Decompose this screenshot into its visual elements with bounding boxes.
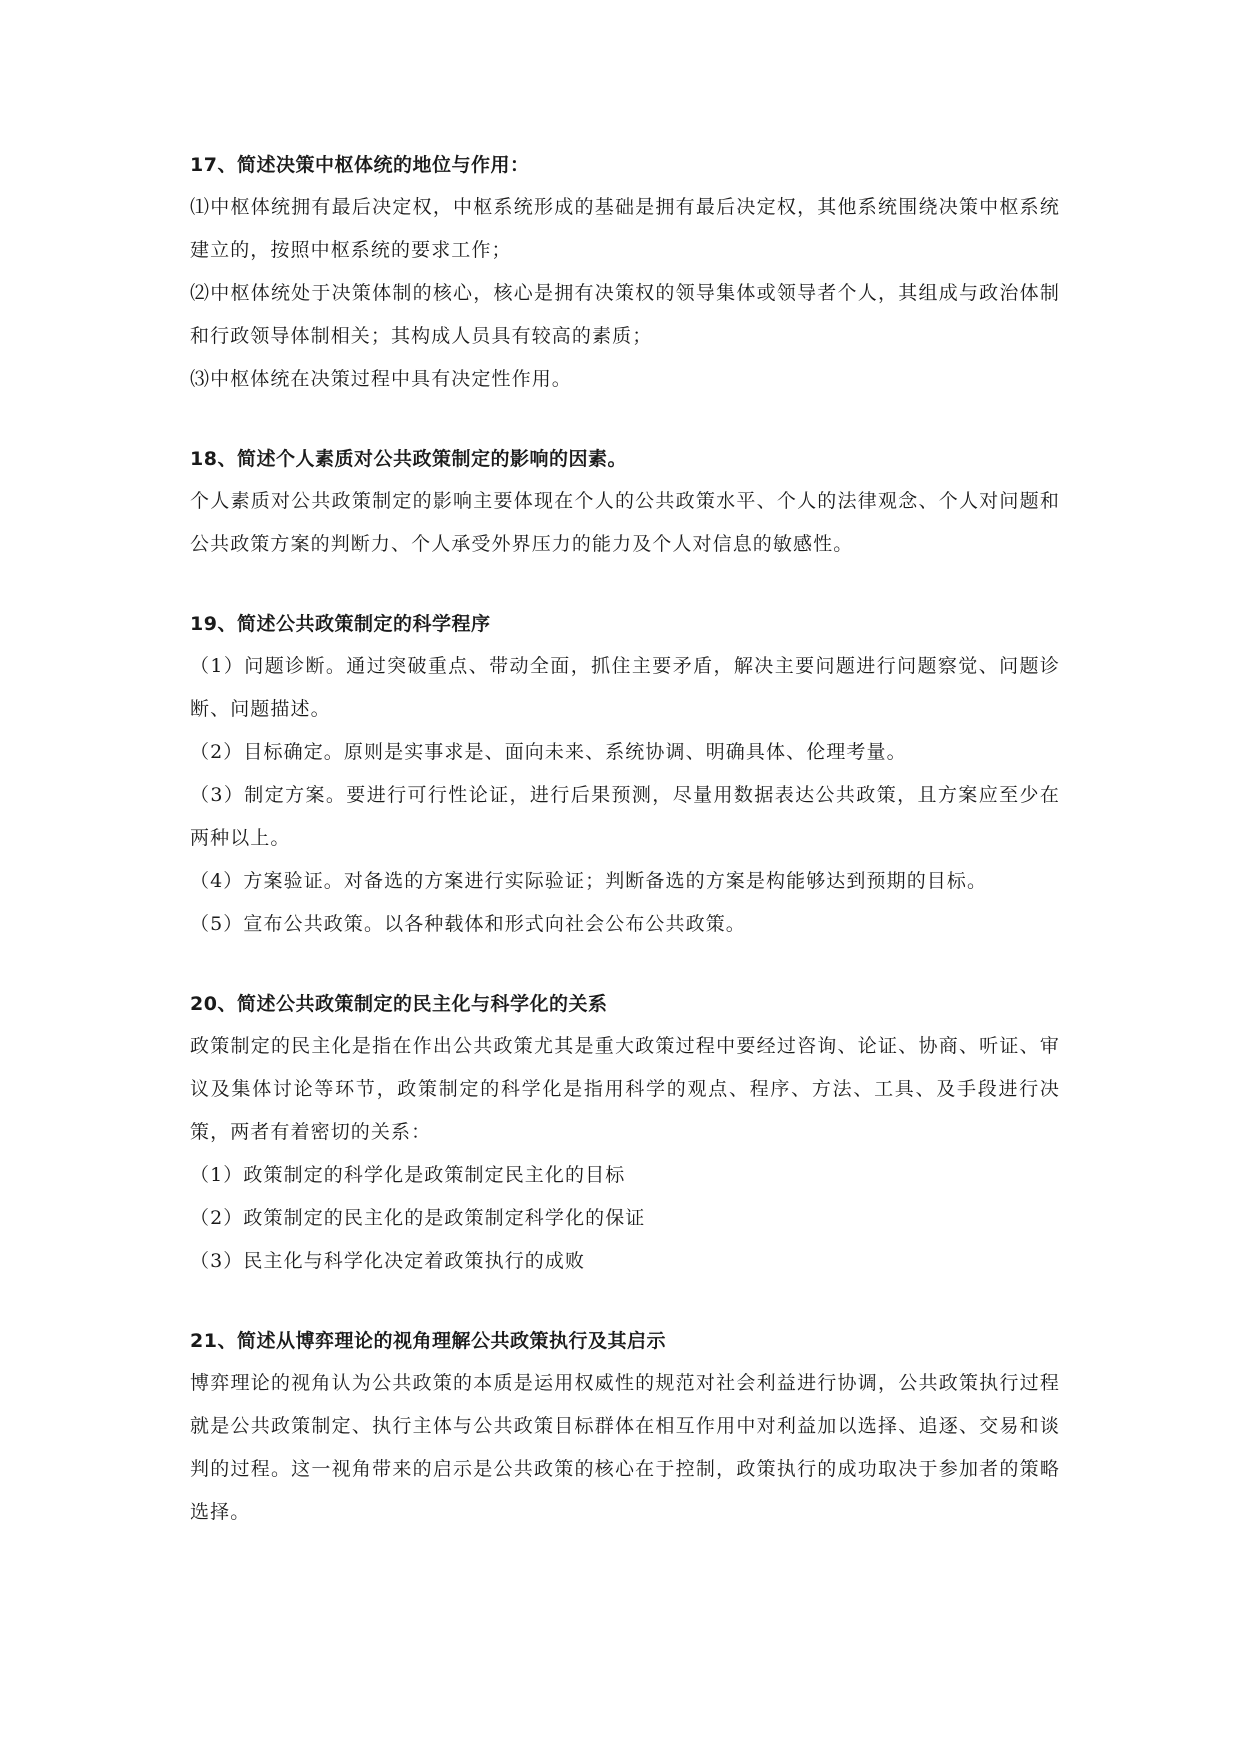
section-heading: 21、简述从博弈理论的视角理解公共政策执行及其启示 — [190, 1330, 666, 1352]
paragraph: ⑵中枢体统处于决策体制的核心，核心是拥有决策权的领导集体或领导者个人，其组成与政治体制和行政领导体制相关；其构成人员具有较高的素质； — [190, 282, 1060, 347]
section-21 — [190, 1326, 1060, 1534]
list-item: （1）问题诊断。通过突破重点、带动全面，抓住主要矛盾，解决主要问题进行问题察觉、问题诊断、问题描述。 — [190, 655, 1060, 720]
paragraph: 政策制定的民主化是指在作出公共政策尤其是重大政策过程中要经过咨询、论证、协商、听证、审议及集体讨论等环节，政策制定的科学化是指用科学的观点、程序、方法、工具、及手段进行决策，两者有着密切的关系： — [190, 1035, 1060, 1143]
paragraph: ⑶中枢体统在决策过程中具有决定性作用。 — [190, 368, 572, 390]
document-page — [190, 150, 1060, 1534]
list-item: （3）民主化与科学化决定着政策执行的成败 — [190, 1250, 586, 1272]
list-item: （5）宣布公共政策。以各种载体和形式向社会公布公共政策。 — [190, 913, 746, 935]
section-17 — [190, 150, 1060, 401]
section-19 — [190, 609, 1060, 946]
paragraph: 个人素质对公共政策制定的影响主要体现在个人的公共政策水平、个人的法律观念、个人对问题和公共政策方案的判断力、个人承受外界压力的能力及个人对信息的敏感性。 — [190, 490, 1060, 555]
paragraph: 博弈理论的视角认为公共政策的本质是运用权威性的规范对社会利益进行协调，公共政策执行过程就是公共政策制定、执行主体与公共政策目标群体在相互作用中对利益加以选择、追逐、交易和谈判的过程。这一视角带来的启示是公共政策的核心在于控制，政策执行的成功取决于参加者的策略选择。 — [190, 1372, 1060, 1523]
section-18 — [190, 444, 1060, 566]
section-heading: 18、简述个人素质对公共政策制定的影响的因素。 — [190, 448, 627, 470]
section-heading: 17、简述决策中枢体统的地位与作用： — [190, 154, 530, 176]
section-20 — [190, 989, 1060, 1283]
list-item: （2）政策制定的民主化的是政策制定科学化的保证 — [190, 1207, 646, 1229]
section-heading: 20、简述公共政策制定的民主化与科学化的关系 — [190, 993, 608, 1015]
section-heading: 19、简述公共政策制定的科学程序 — [190, 613, 491, 635]
paragraph: ⑴中枢体统拥有最后决定权，中枢系统形成的基础是拥有最后决定权，其他系统围绕决策中枢系统建立的，按照中枢系统的要求工作； — [190, 196, 1060, 261]
list-item: （1）政策制定的科学化是政策制定民主化的目标 — [190, 1164, 626, 1186]
list-item: （2）目标确定。原则是实事求是、面向未来、系统协调、明确具体、伦理考量。 — [190, 741, 907, 763]
list-item: （4）方案验证。对备选的方案进行实际验证；判断备选的方案是构能够达到预期的目标。 — [190, 870, 988, 892]
list-item: （3）制定方案。要进行可行性论证，进行后果预测，尽量用数据表达公共政策，且方案应至少在两种以上。 — [190, 784, 1060, 849]
